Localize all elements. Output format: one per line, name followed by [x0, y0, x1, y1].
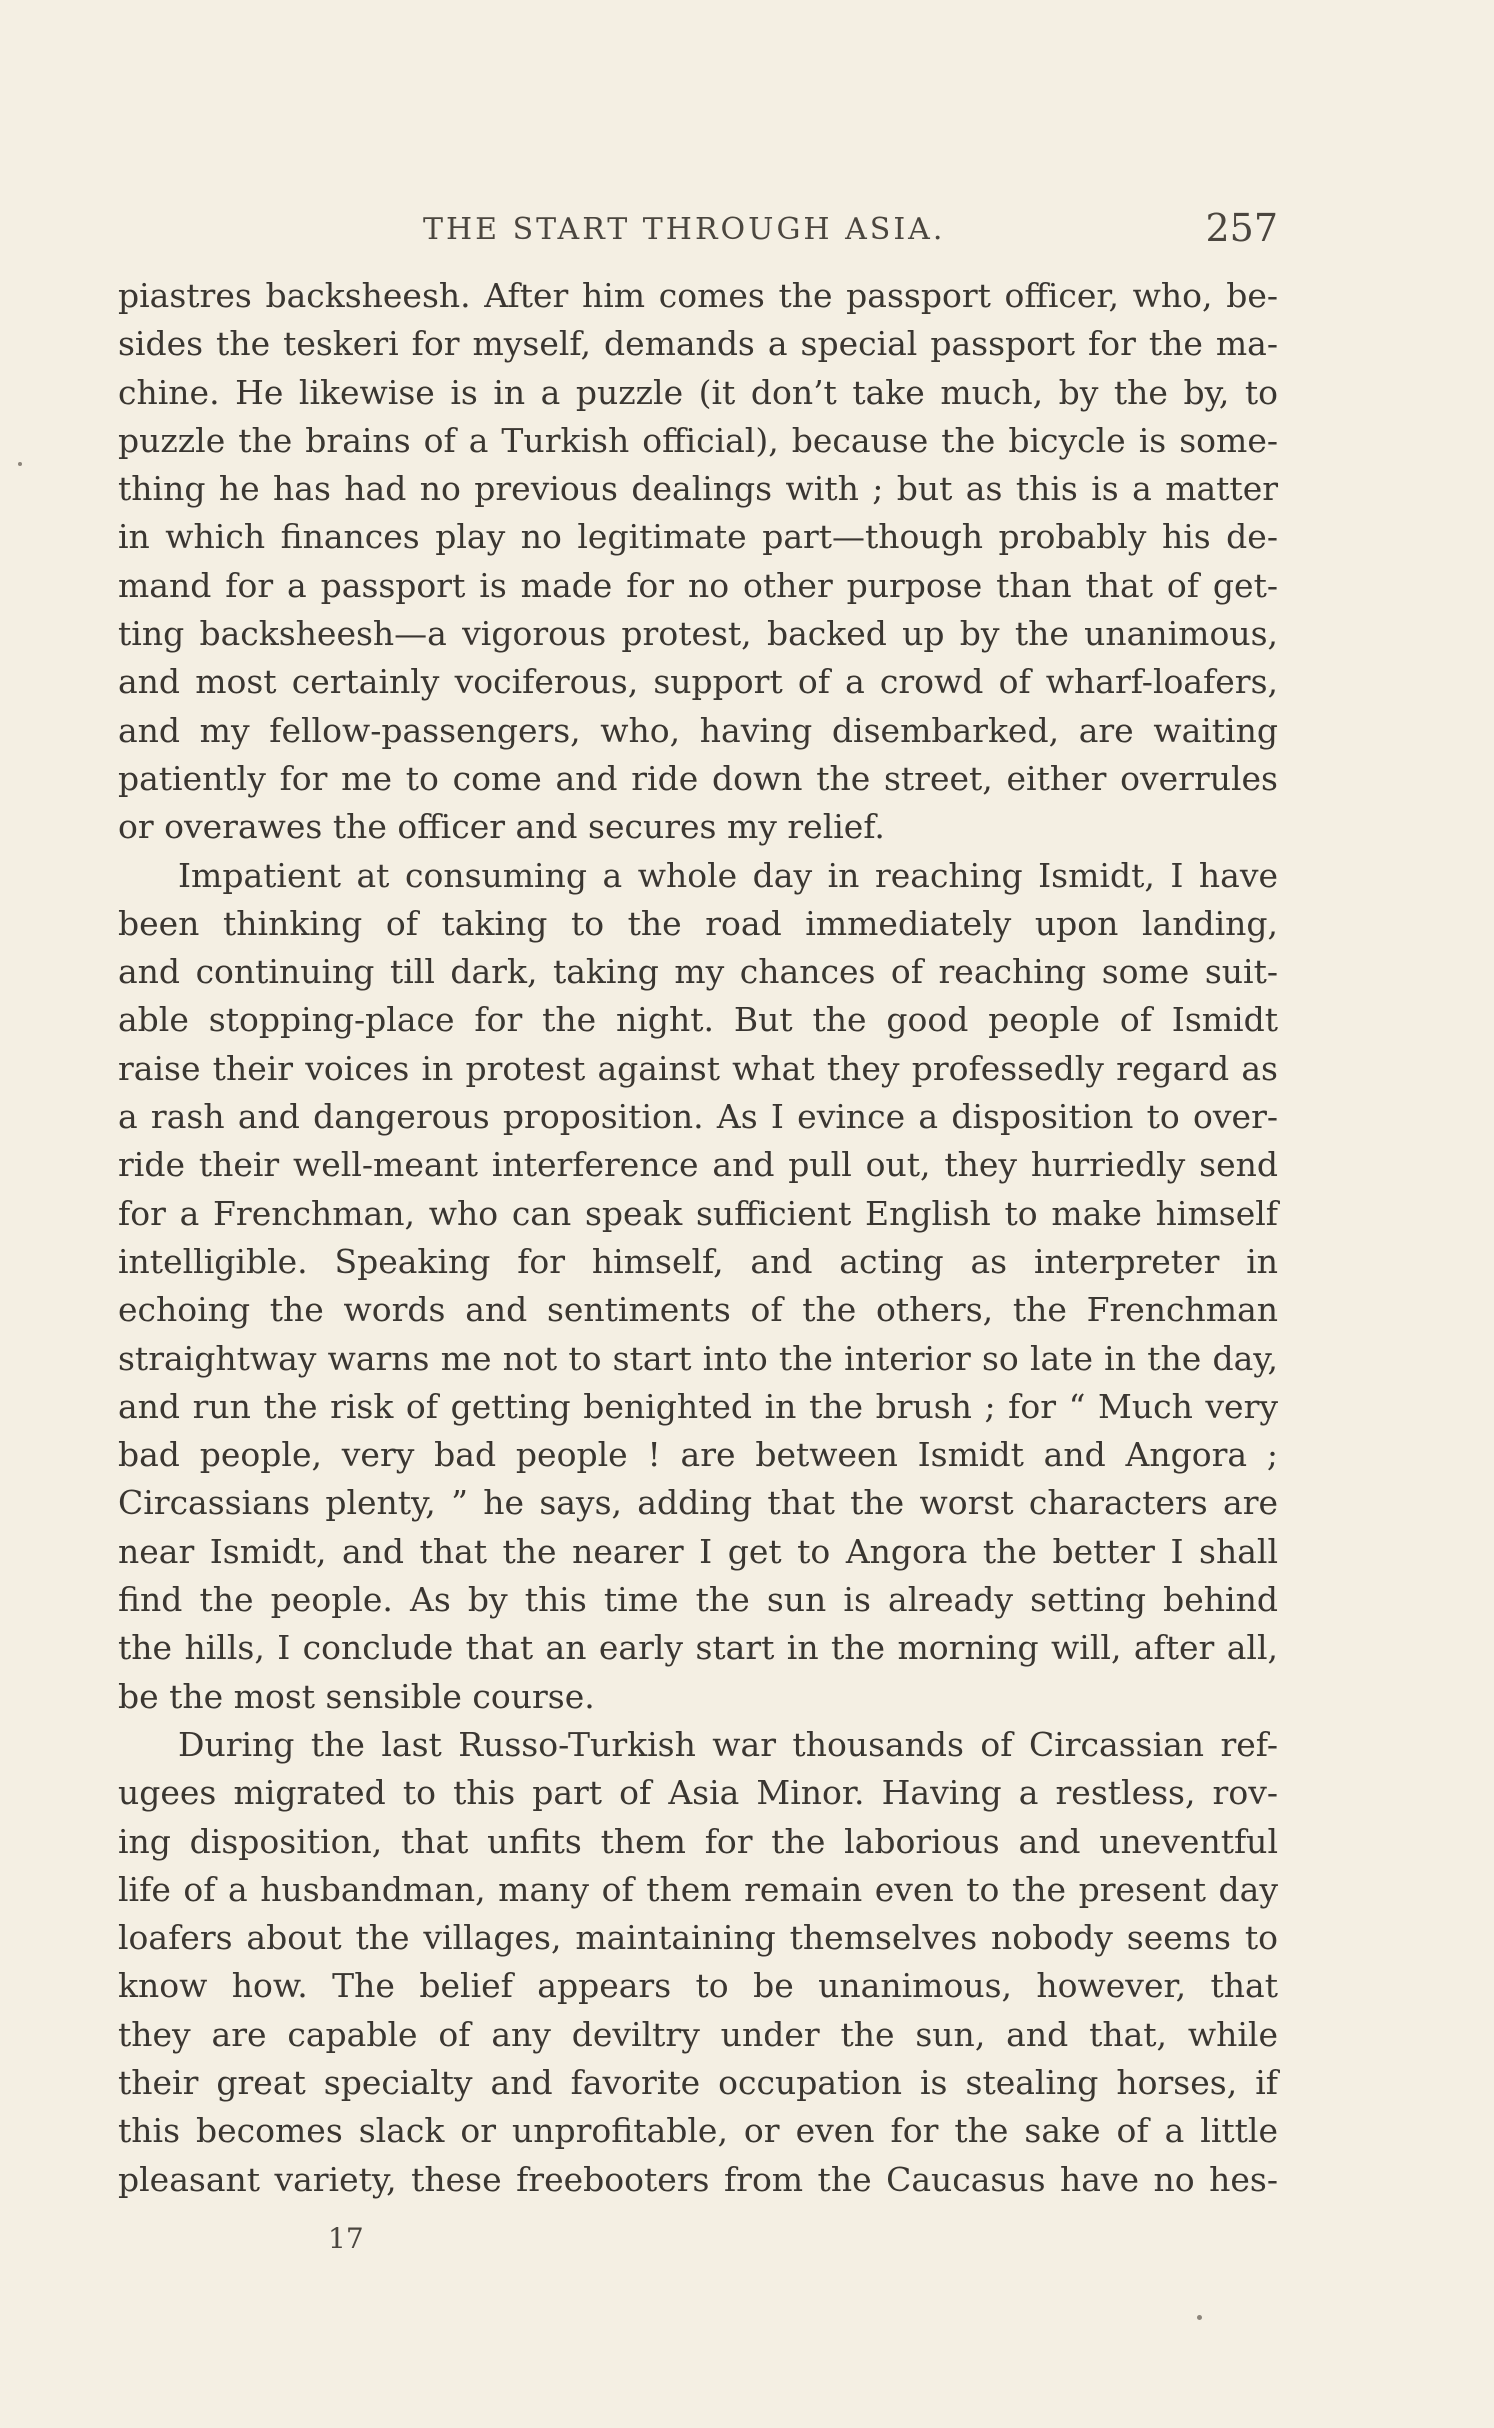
signature-mark: 17	[328, 2222, 364, 2255]
paper-speck	[1197, 2315, 1202, 2320]
text-line: and run the risk of getting benighted in the brush ; for “ Much very	[118, 1386, 1278, 1426]
text-line: echoing the words and sentiments of the others, the Frenchman	[118, 1290, 1278, 1330]
running-header	[118, 208, 1278, 258]
paragraph-start-line: Impatient at consuming a whole day in reaching Ismidt, I have	[178, 855, 1278, 895]
text-line: straightway warns me not to start into the interior so late in the day,	[118, 1338, 1278, 1378]
text-line: ting backsheesh—a vigorous protest, backed up by the unanimous,	[118, 614, 1278, 654]
text-line: mand for a passport is made for no other purpose than that of get-	[118, 565, 1278, 605]
text-line: Circassians plenty, ” he says, adding that the worst characters are	[118, 1483, 1278, 1523]
paper-speck	[18, 462, 22, 466]
text-line: be the most sensible course.	[118, 1676, 595, 1716]
text-line: intelligible. Speaking for himself, and acting as interpreter in	[118, 1241, 1278, 1281]
text-line: a rash and dangerous proposition. As I evince a disposition to over-	[118, 1097, 1278, 1137]
text-line: patiently for me to come and ride down the street, either overrules	[118, 758, 1278, 798]
text-line: bad people, very bad people ! are between Ismidt and Angora ;	[118, 1435, 1278, 1475]
page-number: 257	[1205, 206, 1278, 250]
text-line: thing he has had no previous dealings with ; but as this is a matter	[118, 469, 1278, 509]
text-line: pleasant variety, these freebooters from the Caucasus have no hes-	[118, 2159, 1278, 2199]
text-line: they are capable of any deviltry under the sun, and that, while	[118, 2014, 1278, 2054]
text-line: puzzle the brains of a Turkish official), because the bicycle is some-	[118, 420, 1278, 460]
text-line: and continuing till dark, taking my chances of reaching some suit-	[118, 952, 1278, 992]
text-line: or overawes the officer and secures my relief.	[118, 807, 885, 847]
text-line: life of a husbandman, many of them remain even to the present day	[118, 1869, 1278, 1909]
running-title: THE START THROUGH ASIA.	[423, 212, 946, 247]
text-line: piastres backsheesh. After him comes the passport officer, who, be-	[118, 276, 1278, 315]
text-line: ride their well-meant interference and pull out, they hurriedly send	[118, 1145, 1278, 1185]
text-line: and my fellow-passengers, who, having disembarked, are waiting	[118, 710, 1278, 750]
text-line: this becomes slack or unprofitable, or even for the sake of a little	[118, 2111, 1278, 2151]
text-line: know how. The belief appears to be unanimous, however, that	[118, 1966, 1278, 2006]
text-line: able stopping-place for the night. But the good people of Ismidt	[118, 1000, 1278, 1040]
text-line: in which finances play no legitimate part—though probably his de-	[118, 517, 1278, 557]
text-line: find the people. As by this time the sun is already setting behind	[118, 1580, 1278, 1620]
text-line: for a Frenchman, who can speak sufficient English to make himself	[118, 1193, 1278, 1233]
text-line: raise their voices in protest against what they professedly regard as	[118, 1048, 1278, 1088]
text-line: loafers about the villages, maintaining themselves nobody seems to	[118, 1918, 1278, 1958]
text-line: near Ismidt, and that the nearer I get to Angora the better I shall	[118, 1531, 1278, 1571]
text-line: sides the teskeri for myself, demands a special passport for the ma-	[118, 324, 1278, 364]
body-text	[118, 272, 1278, 2204]
text-line: ugees migrated to this part of Asia Minor. Having a restless, rov-	[118, 1773, 1278, 1813]
text-line: and most certainly vociferous, support of a crowd of wharf-loafers,	[118, 662, 1278, 702]
text-line: their great specialty and favorite occupation is stealing horses, if	[118, 2062, 1278, 2102]
text-line: the hills, I conclude that an early start in the morning will, after all,	[118, 1628, 1278, 1668]
text-line: been thinking of taking to the road immediately upon landing,	[118, 903, 1278, 943]
paragraph-start-line: During the last Russo-Turkish war thousands of Circassian ref-	[178, 1724, 1278, 1764]
text-line: ing disposition, that unfits them for the laborious and uneventful	[118, 1821, 1278, 1861]
text-line: chine. He likewise is in a puzzle (it don’t take much, by the by, to	[118, 372, 1278, 412]
